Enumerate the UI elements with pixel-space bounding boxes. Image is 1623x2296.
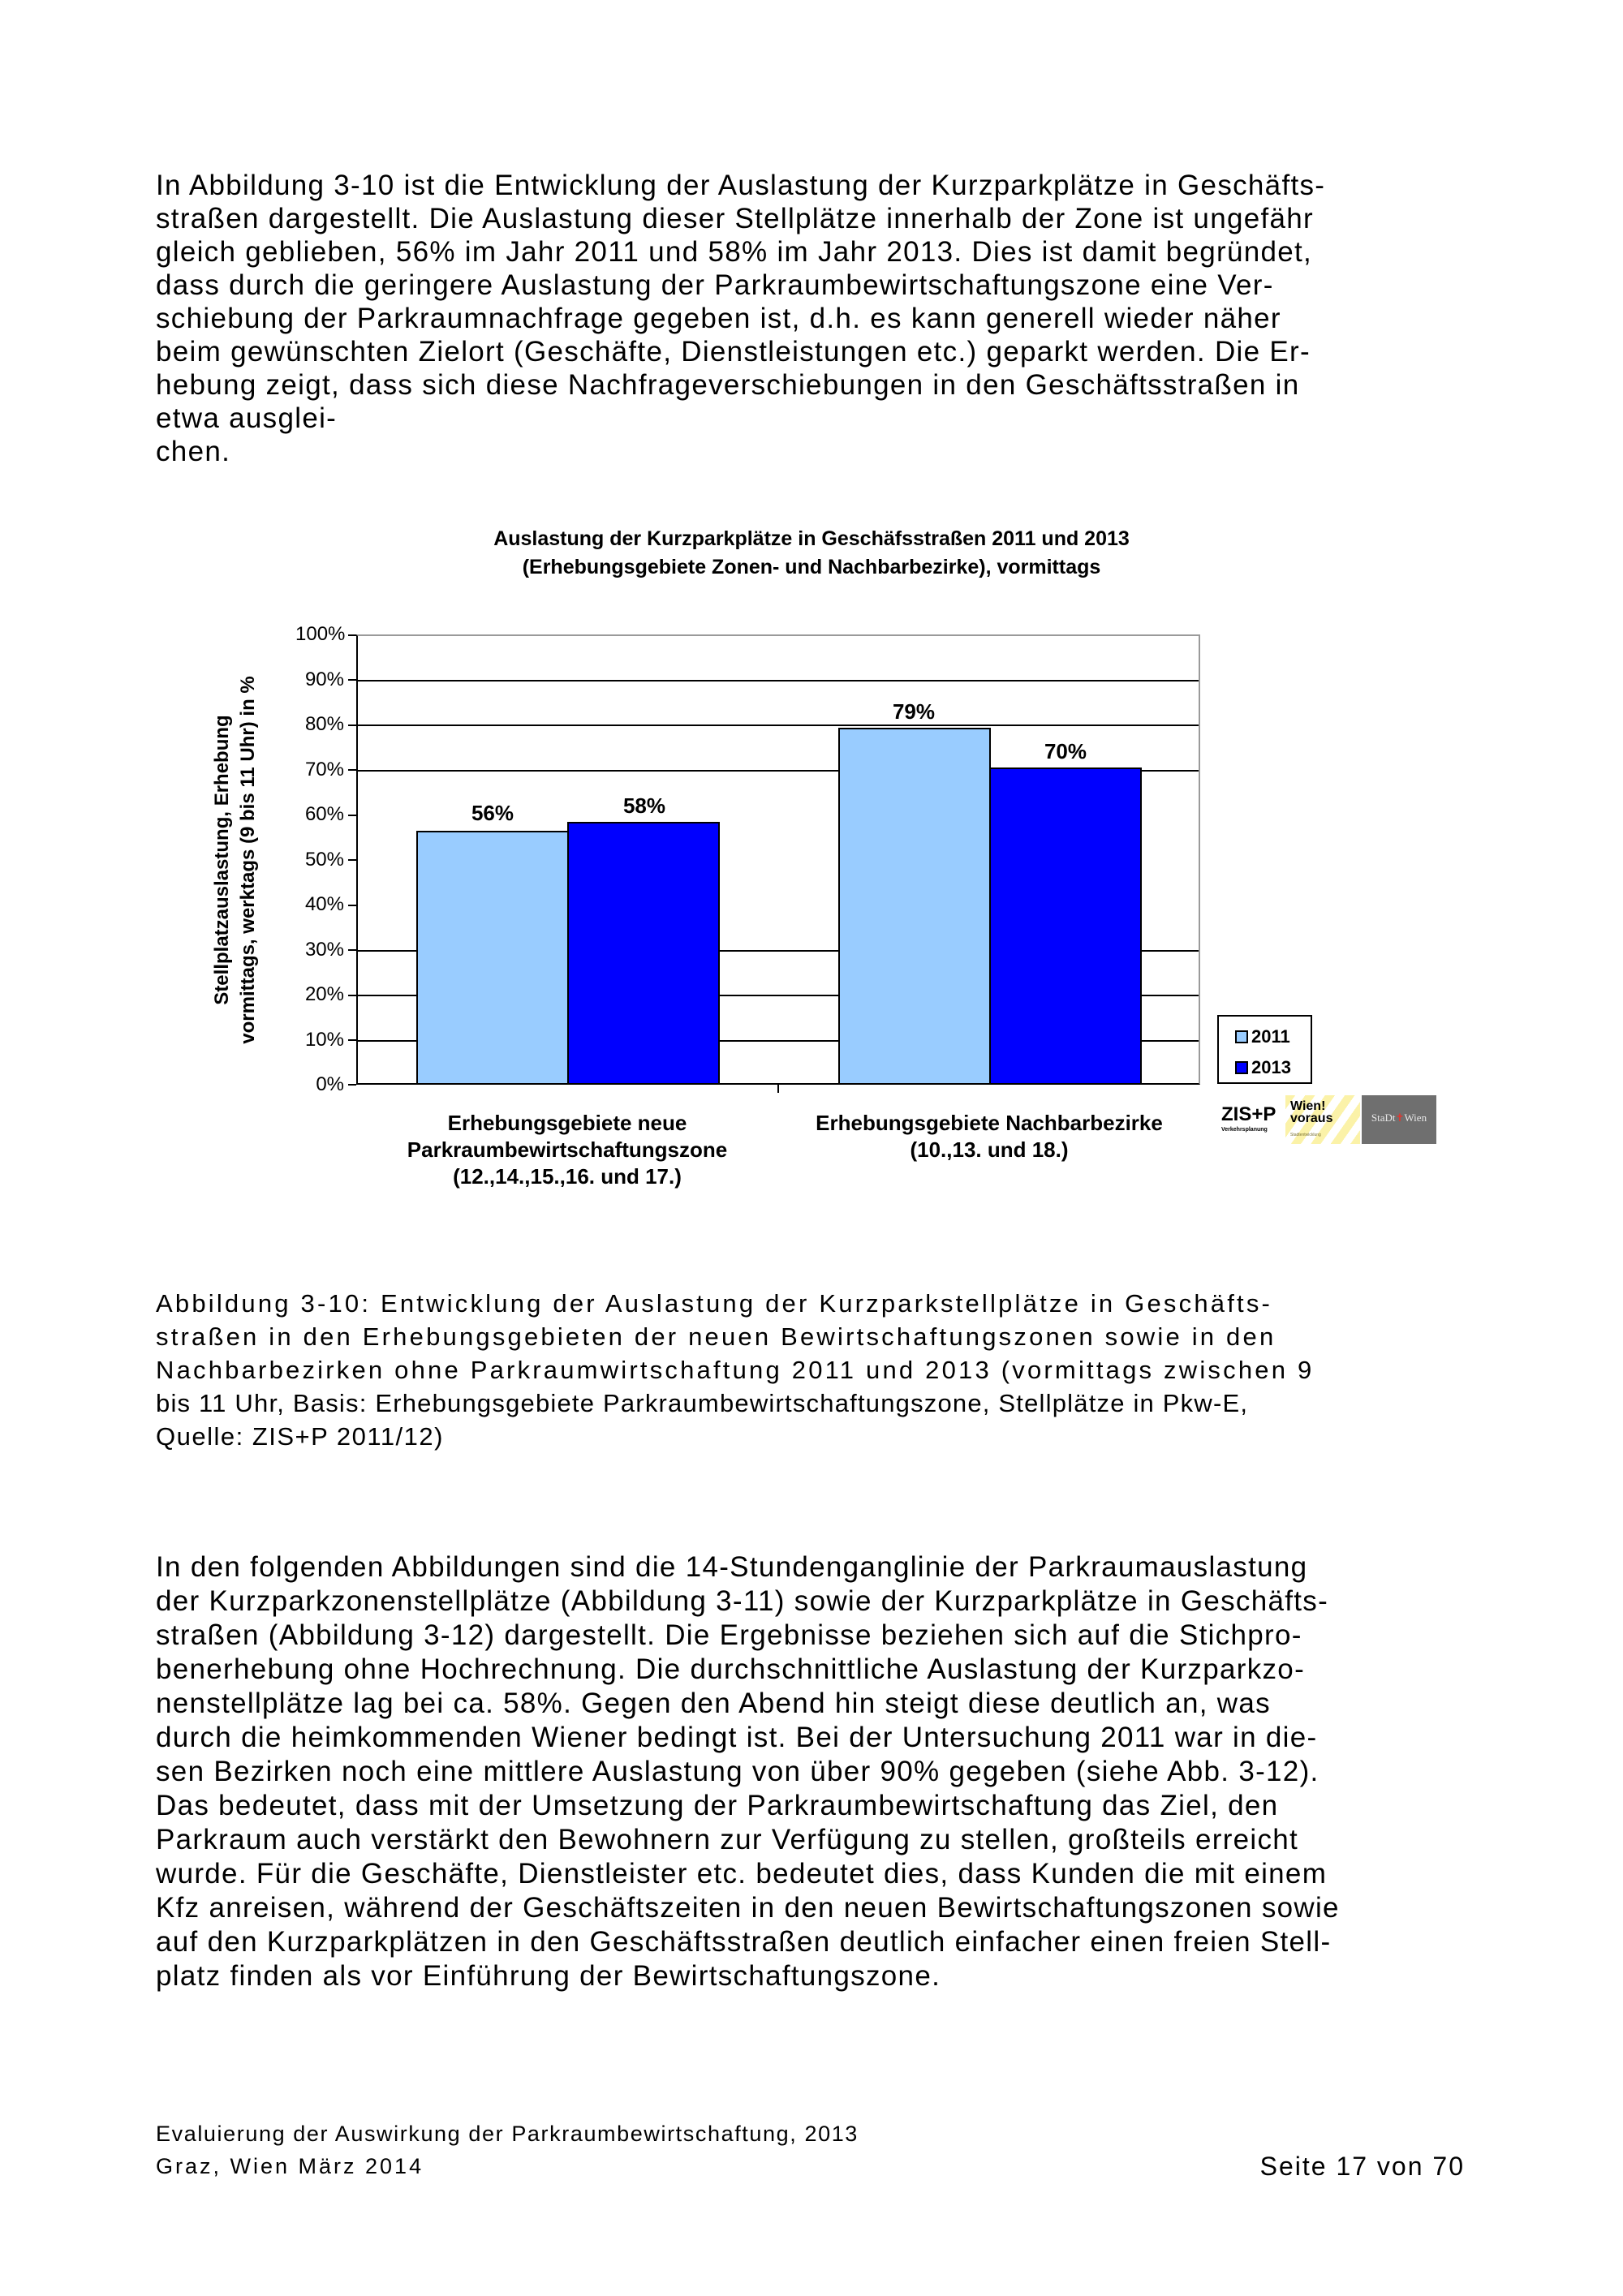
data-label: 58% [622, 793, 666, 818]
legend-label: 2011 [1251, 1026, 1290, 1047]
footer-place-date: Graz, Wien März 2014 [156, 2154, 424, 2178]
paragraph-line: platz finden als vor Einführung der Bewirtschaftungszone. [156, 1960, 941, 1992]
paragraph-line: auf den Kurzparkplätzen in den Geschäftsstraßen deutlich einfacher einen freien Stell- [156, 1926, 1332, 1958]
y-tick [348, 949, 356, 951]
category-label [778, 1110, 1200, 1163]
wien-voraus-line: Wien! [1290, 1099, 1326, 1113]
data-label: 70% [1044, 739, 1087, 763]
paragraph-line: sen Bezirken noch eine mittlere Auslastung von über 90% gegeben (siehe Abb. 3-12). [156, 1756, 1319, 1787]
stadt-wien-text-right: Wien [1404, 1111, 1427, 1124]
y-tick-label: 20% [304, 983, 344, 1005]
caption-line: Abbildung 3-10: Entwicklung der Auslastung der Kurzparkstellplätze in Geschäfts- [156, 1289, 1273, 1318]
paragraph-line: der Kurzparkzonenstellplätze (Abbildung 3-11) sowie der Kurzparkplätze in Geschäfts- [156, 1585, 1329, 1617]
bar-2013-nachbar [989, 767, 1142, 1083]
x-tick [777, 1085, 779, 1093]
data-label: 79% [892, 699, 936, 724]
category-label-line: (12.,14.,15.,16. und 17.) [453, 1164, 682, 1189]
y-tick [348, 679, 356, 681]
gridline-80 [358, 724, 1199, 726]
y-tick-label: 90% [304, 669, 344, 690]
category-label-line: (10.,13. und 18.) [910, 1137, 1069, 1162]
zis-p-logo [1221, 1095, 1283, 1144]
bar-2011-zone [416, 831, 569, 1083]
paragraph-line: durch die heimkommenden Wiener bedingt ist. Bei der Untersuchung 2011 war in die- [156, 1722, 1318, 1753]
stadt-wien-logo [1362, 1095, 1436, 1144]
paragraph-line: gleich geblieben, 56% im Jahr 2011 und 58% im Jahr 2013. Dies ist damit begründet, [156, 236, 1313, 268]
category-label-line: Erhebungsgebiete neue [447, 1111, 687, 1135]
caption-line: Quelle: ZIS+P 2011/12) [156, 1422, 444, 1451]
y-axis-title-line: vormittags, werktags (9 bis 11 Uhr) in % [237, 676, 259, 1044]
y-tick [348, 769, 356, 771]
legend-item-2013 [1235, 1059, 1291, 1077]
y-tick [348, 859, 356, 861]
paragraph-line: Das bedeutet, dass mit der Umsetzung der Parkraumbewirtschaftung das Ziel, den [156, 1790, 1279, 1821]
category-label-line: Erhebungsgebiete Nachbarbezirke [816, 1111, 1163, 1135]
y-tick [348, 995, 356, 996]
gridline-90 [358, 680, 1199, 681]
footer-document-title: Evaluierung der Auswirkung der Parkraumbewirtschaftung, 2013 [156, 2122, 859, 2146]
chart-legend [1217, 1015, 1312, 1084]
plot-area [356, 634, 1200, 1085]
y-tick-label: 50% [304, 849, 344, 871]
y-tick [348, 905, 356, 906]
y-axis-title [209, 676, 261, 1043]
category-label-line: Parkraumbewirtschaftungszone [407, 1137, 728, 1162]
y-tick-label: 60% [304, 803, 344, 825]
paragraph-line: schiebung der Parkraumnachfrage gegeben ist, d.h. es kann generell wieder näher [156, 303, 1281, 334]
chart-subtitle: (Erhebungsgebiete Zonen- und Nachbarbezirke), vormittags [522, 556, 1101, 578]
paragraph-line: In den folgenden Abbildungen sind die 14-Stundenganglinie der Parkraumauslastung [156, 1551, 1308, 1583]
paragraph-line: chen. [156, 436, 231, 467]
y-tick-label: 80% [304, 713, 344, 735]
y-tick [348, 634, 356, 636]
y-tick-label: 30% [304, 939, 344, 961]
page-number: Seite 17 von 70 [1259, 2152, 1465, 2181]
y-tick [348, 815, 356, 816]
paragraph-line: wurde. Für die Geschäfte, Dienstleister etc. bedeutet dies, dass Kunden die mit einem [156, 1858, 1328, 1890]
paragraph-line: straßen dargestellt. Die Auslastung dieser Stellplätze innerhalb der Zone ist ungefähr [156, 203, 1314, 234]
legend-label: 2013 [1251, 1057, 1291, 1077]
caption-line: straßen in den Erhebungsgebieten der neuen Bewirtschaftungszonen sowie in den [156, 1322, 1276, 1351]
wien-voraus-line: voraus [1290, 1111, 1333, 1125]
paragraph-line: Parkraum auch verstärkt den Bewohnern zur Verfügung zu stellen, großteils erreicht [156, 1824, 1299, 1855]
paragraph-line: Kfz anreisen, während der Geschäftszeiten in den neuen Bewirtschaftungszonen sowie [156, 1892, 1340, 1924]
zis-logo-text: ZIS+P [1221, 1103, 1276, 1125]
legend-item-2011 [1235, 1028, 1290, 1046]
paragraph-line: dass durch die geringere Auslastung der Parkraumbewirtschaftungszone eine Ver- [156, 269, 1274, 301]
vienna-cross-icon: ✝ [1395, 1111, 1405, 1124]
y-tick-label: 40% [304, 893, 344, 915]
y-tick [348, 1039, 356, 1041]
y-tick-label: 70% [304, 759, 344, 780]
wien-voraus-subtext: Stadtentwicklung [1290, 1133, 1321, 1137]
paragraph-line: benerhebung ohne Hochrechnung. Die durchschnittliche Auslastung der Kurzparkzo- [156, 1653, 1306, 1685]
y-axis-title-line: Stellplatzauslastung, Erhebung [211, 715, 233, 1005]
caption-line: Nachbarbezirken ohne Parkraumwirtschaftung 2011 und 2013 (vormittags zwischen 9 [156, 1356, 1315, 1384]
legend-swatch-icon [1235, 1030, 1248, 1043]
y-tick [348, 724, 356, 726]
bar-2013-zone [567, 822, 720, 1083]
chart-title: Auslastung der Kurzparkplätze in Geschäfsstraßen 2011 und 2013 [493, 527, 1130, 550]
y-tick-label: 0% [316, 1073, 344, 1095]
legend-swatch-icon [1235, 1061, 1248, 1074]
y-tick [348, 1084, 356, 1086]
paragraph-line: straßen (Abbildung 3-12) dargestellt. Die Ergebnisse beziehen sich auf die Stichpro- [156, 1619, 1302, 1651]
stadt-wien-text-left: StaDt [1371, 1111, 1396, 1124]
paragraph-line: beim gewünschten Zielort (Geschäfte, Dienstleistungen etc.) geparkt werden. Die Er- [156, 336, 1311, 368]
zis-logo-subtext: Verkehrsplanung [1221, 1127, 1268, 1133]
data-label: 56% [471, 801, 514, 825]
caption-line: bis 11 Uhr, Basis: Erhebungsgebiete Parkraumbewirtschaftungszone, Stellplätze in Pkw-E, [156, 1389, 1249, 1417]
wien-voraus-logo-text [1290, 1100, 1332, 1124]
bar-2011-nachbar [838, 728, 991, 1083]
paragraph-line: In Abbildung 3-10 ist die Entwicklung der Auslastung der Kurzparkplätze in Geschäfts- [156, 170, 1326, 201]
wien-voraus-logo [1285, 1095, 1360, 1144]
category-label [356, 1110, 778, 1190]
paragraph-line: nenstellplätze lag bei ca. 58%. Gegen den Abend hin steigt diese deutlich an, was [156, 1688, 1271, 1719]
paragraph-line: etwa ausglei- [156, 402, 338, 434]
paragraph-line: hebung zeigt, dass sich diese Nachfrageverschiebungen in den Geschäftsstraßen in [156, 369, 1300, 401]
y-tick-label: 100% [295, 623, 346, 645]
stadt-wien-logo-text [1362, 1112, 1436, 1123]
y-tick-label: 10% [304, 1029, 344, 1051]
